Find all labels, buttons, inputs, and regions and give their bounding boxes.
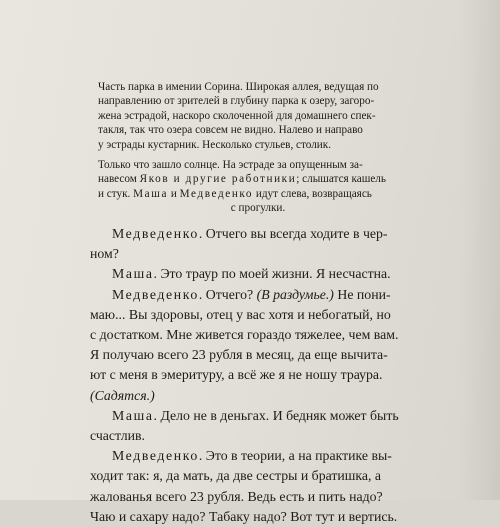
speaker-name: Медведенко — [112, 448, 199, 464]
speaker-name: Маша — [112, 266, 154, 282]
character-name: Маша — [133, 187, 169, 200]
stage-line — [98, 172, 418, 186]
speech: Не пони- — [333, 286, 391, 302]
dialogue-line: ходит так: я, да мать, да две сестры и братишка, а — [90, 468, 382, 484]
dialogue-line — [90, 446, 425, 466]
speech: . Отчего? — [198, 286, 257, 302]
stage-paragraph-1 — [98, 80, 418, 152]
dialogue-line: с достатком. Мне живется гораздо тяжелее, чем вам. — [90, 327, 399, 343]
speaker-name: Медведенко — [112, 226, 199, 241]
character-names: Яков и другие работники — [139, 173, 297, 186]
stage-line: такля, так что озера совсем не видно. Налево и направо — [98, 124, 363, 137]
dialogue-line: Чаю и сахару надо? Табаку надо? Вот тут и вертись. — [90, 508, 398, 524]
stage-text: ; слышатся кашель — [296, 173, 386, 186]
dialogue-line: счастлив. — [90, 428, 145, 444]
speech: . Это в теории, а на практике вы- — [198, 448, 392, 464]
dialogue-line — [90, 285, 425, 305]
stage-line — [98, 187, 418, 201]
stage-remark: (В раздумье.) — [256, 286, 334, 302]
stage-text: и стук. — [98, 187, 134, 200]
stage-line: Только что зашло солнце. На эстраде за опущенным за- — [98, 159, 363, 172]
dialogue-line — [90, 224, 425, 244]
character-name: Медведенко — [179, 187, 254, 200]
speaker-name: Маша — [112, 407, 154, 423]
stage-line: жена эстрадой, наскоро сколоченной для домашнего спек- — [98, 109, 376, 122]
stage-line: Часть парка в имении Сорина. Широкая аллея, ведущая по — [98, 81, 379, 93]
dialogue-line: Я получаю всего 23 рубля в месяц, да еще вычита- — [90, 347, 388, 363]
dialogue-line: ют с меня в эмеритуру, а всё же я не ношу траура. — [90, 367, 383, 383]
dialogue-line: маю... Вы здоровы, отец у вас хотя и небогатый, но — [90, 306, 391, 322]
dialogue — [90, 224, 425, 527]
stage-text: и — [168, 187, 180, 200]
stage-line: с прогулки. — [230, 202, 286, 215]
stage-line: направлению от зрителей в глубину парка к озеру, загоро- — [98, 95, 375, 108]
dialogue-line: ном? — [90, 246, 119, 262]
stage-line: у эстрады кустарник. Несколько стульев, столик. — [98, 138, 332, 151]
page-shadow — [460, 0, 500, 500]
stage-text: идут слева, возвращаясь — [253, 187, 372, 200]
stage-directions — [98, 80, 418, 220]
stage-remark: (Садятся.) — [90, 387, 155, 403]
dialogue-line: жалованья всего 23 рубля. Ведь есть и пить надо? — [90, 488, 383, 504]
stage-paragraph-2 — [98, 158, 418, 216]
speech: . Это траур по моей жизни. Я несчастна. — [153, 266, 391, 282]
speech: . Дело не в деньгах. И бедняк может быть — [153, 407, 399, 423]
stage-text: навесом — [98, 173, 140, 186]
dialogue-line — [90, 406, 425, 426]
speech: . Отчего вы всегда ходите в чер- — [198, 226, 388, 241]
dialogue-line — [90, 264, 425, 284]
speaker-name: Медведенко — [112, 286, 199, 302]
